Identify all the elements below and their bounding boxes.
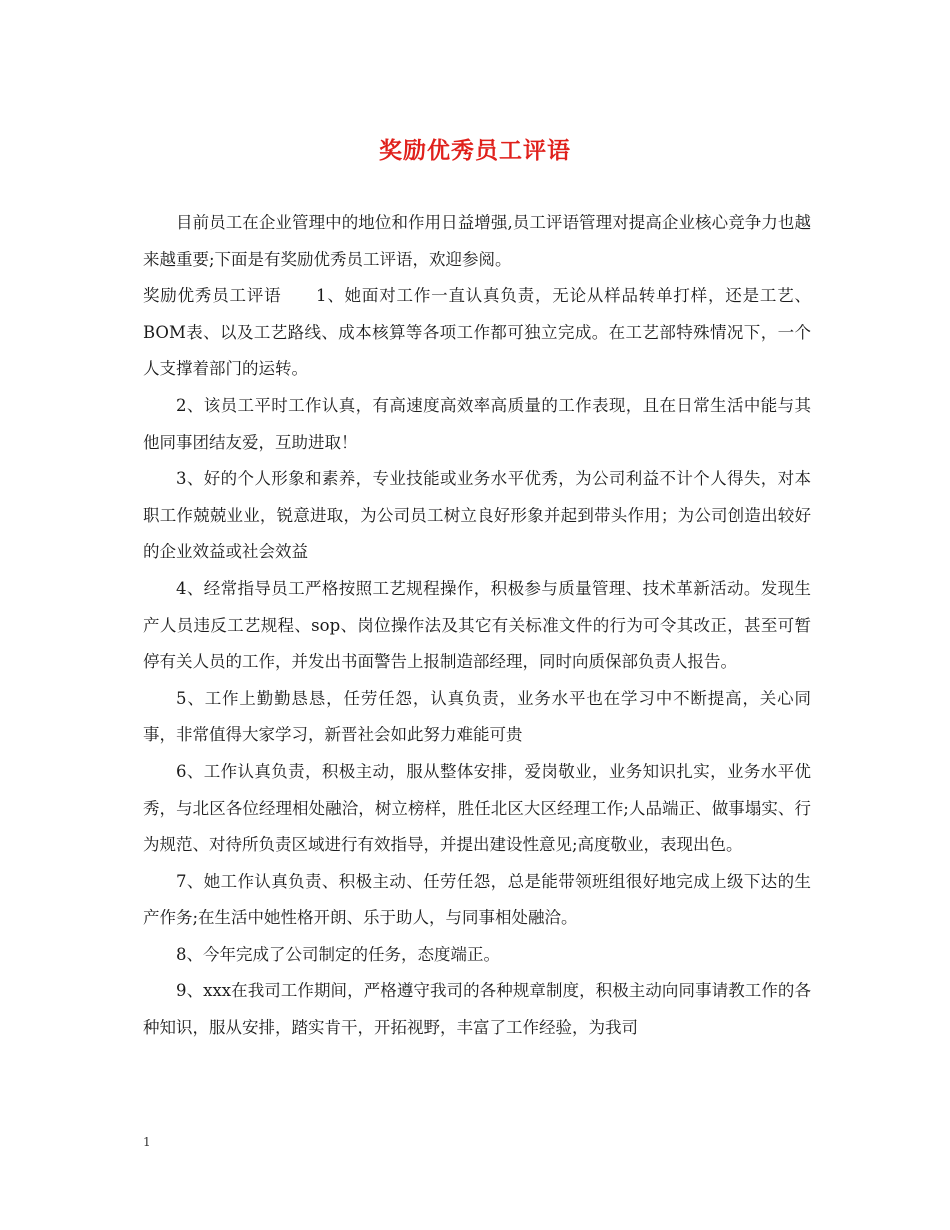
paragraph-item-6: 6、工作认真负责，积极主动，服从整体安排，爱岗敬业，业务知识扎实，业务水平优秀，与北区各位经理相处融洽，树立榜样，胜任北区大区经理工作;人品端正、做事塌实、行为规范、对待所负责区域进行有效指导，并提出建设性意见;高度敬业，表现出色。 — [143, 761, 811, 855]
paragraph-intro: 目前员工在企业管理中的地位和作用日益增强,员工评语管理对提高企业核心竞争力也越来越重要;下面是有奖励优秀员工评语，欢迎参阅。 — [143, 213, 811, 269]
paragraph-item-3: 3、好的个人形象和素养，专业技能或业务水平优秀，为公司利益不计个人得失，对本职工作兢兢业业，锐意进取，为公司员工树立良好形象并起到带头作用；为公司创造出较好的企业效益或社会效益 — [143, 469, 811, 562]
document-title: 奖励优秀员工评语 — [379, 137, 571, 164]
paragraph-item-8: 8、今年完成了公司制定的任务，态度端正。 — [176, 944, 500, 964]
page-number: 1 — [143, 1135, 151, 1149]
paragraph-item-2: 2、该员工平时工作认真，有高速度高效率高质量的工作表现，且在日常生活中能与其他同事团结友爱，互助进取！ — [143, 395, 811, 452]
document-body — [143, 205, 811, 1047]
paragraph-item-1: 奖励优秀员工评语 1、她面对工作一直认真负责，无论从样品转单打样，还是工艺、BOM表、以及工艺路线、成本核算等各项工作都可独立完成。在工艺部特殊情况下，一个人支撑着部门的运转。 — [143, 286, 811, 379]
paragraph-item-7: 7、她工作认真负责、积极主动、任劳任怨，总是能带领班组很好地完成上级下达的生产作务;在生活中她性格开朗、乐于助人，与同事相处融洽。 — [143, 871, 811, 928]
paragraph-item-4: 4、经常指导员工严格按照工艺规程操作，积极参与质量管理、技术革新活动。发现生产人员违反工艺规程、sop、岗位操作法及其它有关标准文件的行为可令其改正，甚至可暂停有关人员的工作，并发出书面警告上报制造部经理，同时向质保部负责人报告。 — [143, 578, 811, 672]
paragraph-item-9: 9、xxx在我司工作期间，严格遵守我司的各种规章制度，积极主动向同事请教工作的各种知识，服从安排，踏实肯干，开拓视野，丰富了工作经验，为我司 — [143, 981, 811, 1038]
paragraph-item-5: 5、工作上勤勤恳恳，任劳任怨，认真负责，业务水平也在学习中不断提高，关心同事，非常值得大家学习，新晋社会如此努力难能可贵 — [143, 688, 811, 745]
